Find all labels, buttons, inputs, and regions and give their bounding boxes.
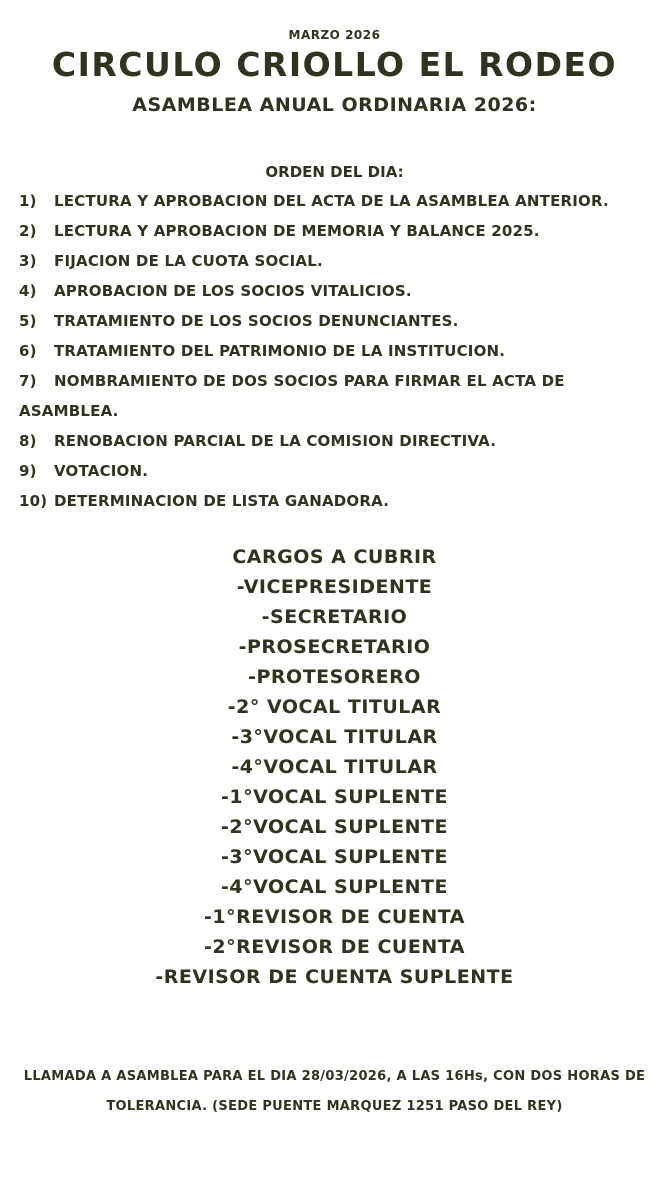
- agenda-item: [19, 306, 639, 336]
- assembly-title: ASAMBLEA ANUAL ORDINARIA 2026:: [132, 94, 537, 116]
- agenda-item-number: 3): [19, 252, 37, 270]
- agenda-item-text: FIJACION DE LA CUOTA SOCIAL.: [54, 252, 323, 270]
- position-item: -PROSECRETARIO: [238, 636, 431, 658]
- agenda-item-number: 2): [19, 222, 37, 240]
- position-item: -1°VOCAL SUPLENTE: [221, 786, 448, 808]
- agenda-item-text: NOMBRAMIENTO DE DOS SOCIOS PARA FIRMAR EL ACTA DE ASAMBLEA.: [19, 372, 565, 420]
- position-item: -4°VOCAL SUPLENTE: [221, 876, 448, 898]
- agenda-item: [19, 456, 639, 486]
- agenda-item: [19, 276, 639, 306]
- position-item: -2°VOCAL SUPLENTE: [221, 816, 448, 838]
- agenda-title: ORDEN DEL DIA:: [265, 163, 404, 181]
- position-item: -REVISOR DE CUENTA SUPLENTE: [155, 966, 514, 988]
- position-item: -3°VOCAL TITULAR: [231, 726, 438, 748]
- position-item: -2°REVISOR DE CUENTA: [204, 936, 465, 958]
- positions-list: [0, 542, 669, 992]
- agenda-item: [19, 336, 639, 366]
- positions-title: CARGOS A CUBRIR: [232, 546, 437, 568]
- agenda-item-text: RENOBACION PARCIAL DE LA COMISION DIRECTIVA.: [54, 432, 497, 450]
- position-item: -VICEPRESIDENTE: [236, 576, 433, 598]
- agenda-item: [19, 186, 639, 216]
- agenda-item-text: DETERMINACION DE LISTA GANADORA.: [54, 492, 390, 510]
- agenda-item: [19, 216, 639, 246]
- agenda-item-number: 10): [19, 492, 48, 510]
- agenda-item-text: TRATAMIENTO DEL PATRIMONIO DE LA INSTITUCION.: [54, 342, 506, 360]
- agenda-item-text: VOTACION.: [54, 462, 149, 480]
- position-item: -SECRETARIO: [261, 606, 408, 628]
- agenda-item: [19, 486, 639, 516]
- agenda-item: [19, 366, 639, 426]
- agenda-item: [19, 246, 639, 276]
- agenda-item-number: 4): [19, 282, 37, 300]
- notice-date: MARZO 2026: [288, 28, 381, 42]
- agenda-item-text: TRATAMIENTO DE LOS SOCIOS DENUNCIANTES.: [54, 312, 459, 330]
- agenda-item-text: APROBACION DE LOS SOCIOS VITALICIOS.: [54, 282, 412, 300]
- position-item: -1°REVISOR DE CUENTA: [204, 906, 465, 928]
- assembly-call-notice: LLAMADA A ASAMBLEA PARA EL DIA 28/03/2026, A LAS 16Hs, CON DOS HORAS DE TOLERANCIA. (SEDE PUENTE MARQUEZ 1251 PASO DEL REY): [23, 1069, 646, 1114]
- agenda-item-number: 8): [19, 432, 37, 450]
- agenda-item-number: 9): [19, 462, 37, 480]
- agenda-item-number: 7): [19, 372, 37, 390]
- position-item: -2° VOCAL TITULAR: [227, 696, 442, 718]
- agenda-item: [19, 426, 639, 456]
- agenda-list: [19, 186, 639, 516]
- position-item: -PROTESORERO: [248, 666, 421, 688]
- agenda-item-text: LECTURA Y APROBACION DEL ACTA DE LA ASAMBLEA ANTERIOR.: [54, 192, 609, 210]
- agenda-item-text: LECTURA Y APROBACION DE MEMORIA Y BALANCE 2025.: [54, 222, 540, 240]
- agenda-item-number: 5): [19, 312, 37, 330]
- agenda-item-number: 6): [19, 342, 37, 360]
- position-item: -3°VOCAL SUPLENTE: [221, 846, 448, 868]
- position-item: -4°VOCAL TITULAR: [231, 756, 438, 778]
- agenda-item-number: 1): [19, 192, 37, 210]
- club-name-heading: CIRCULO CRIOLLO EL RODEO: [51, 45, 618, 84]
